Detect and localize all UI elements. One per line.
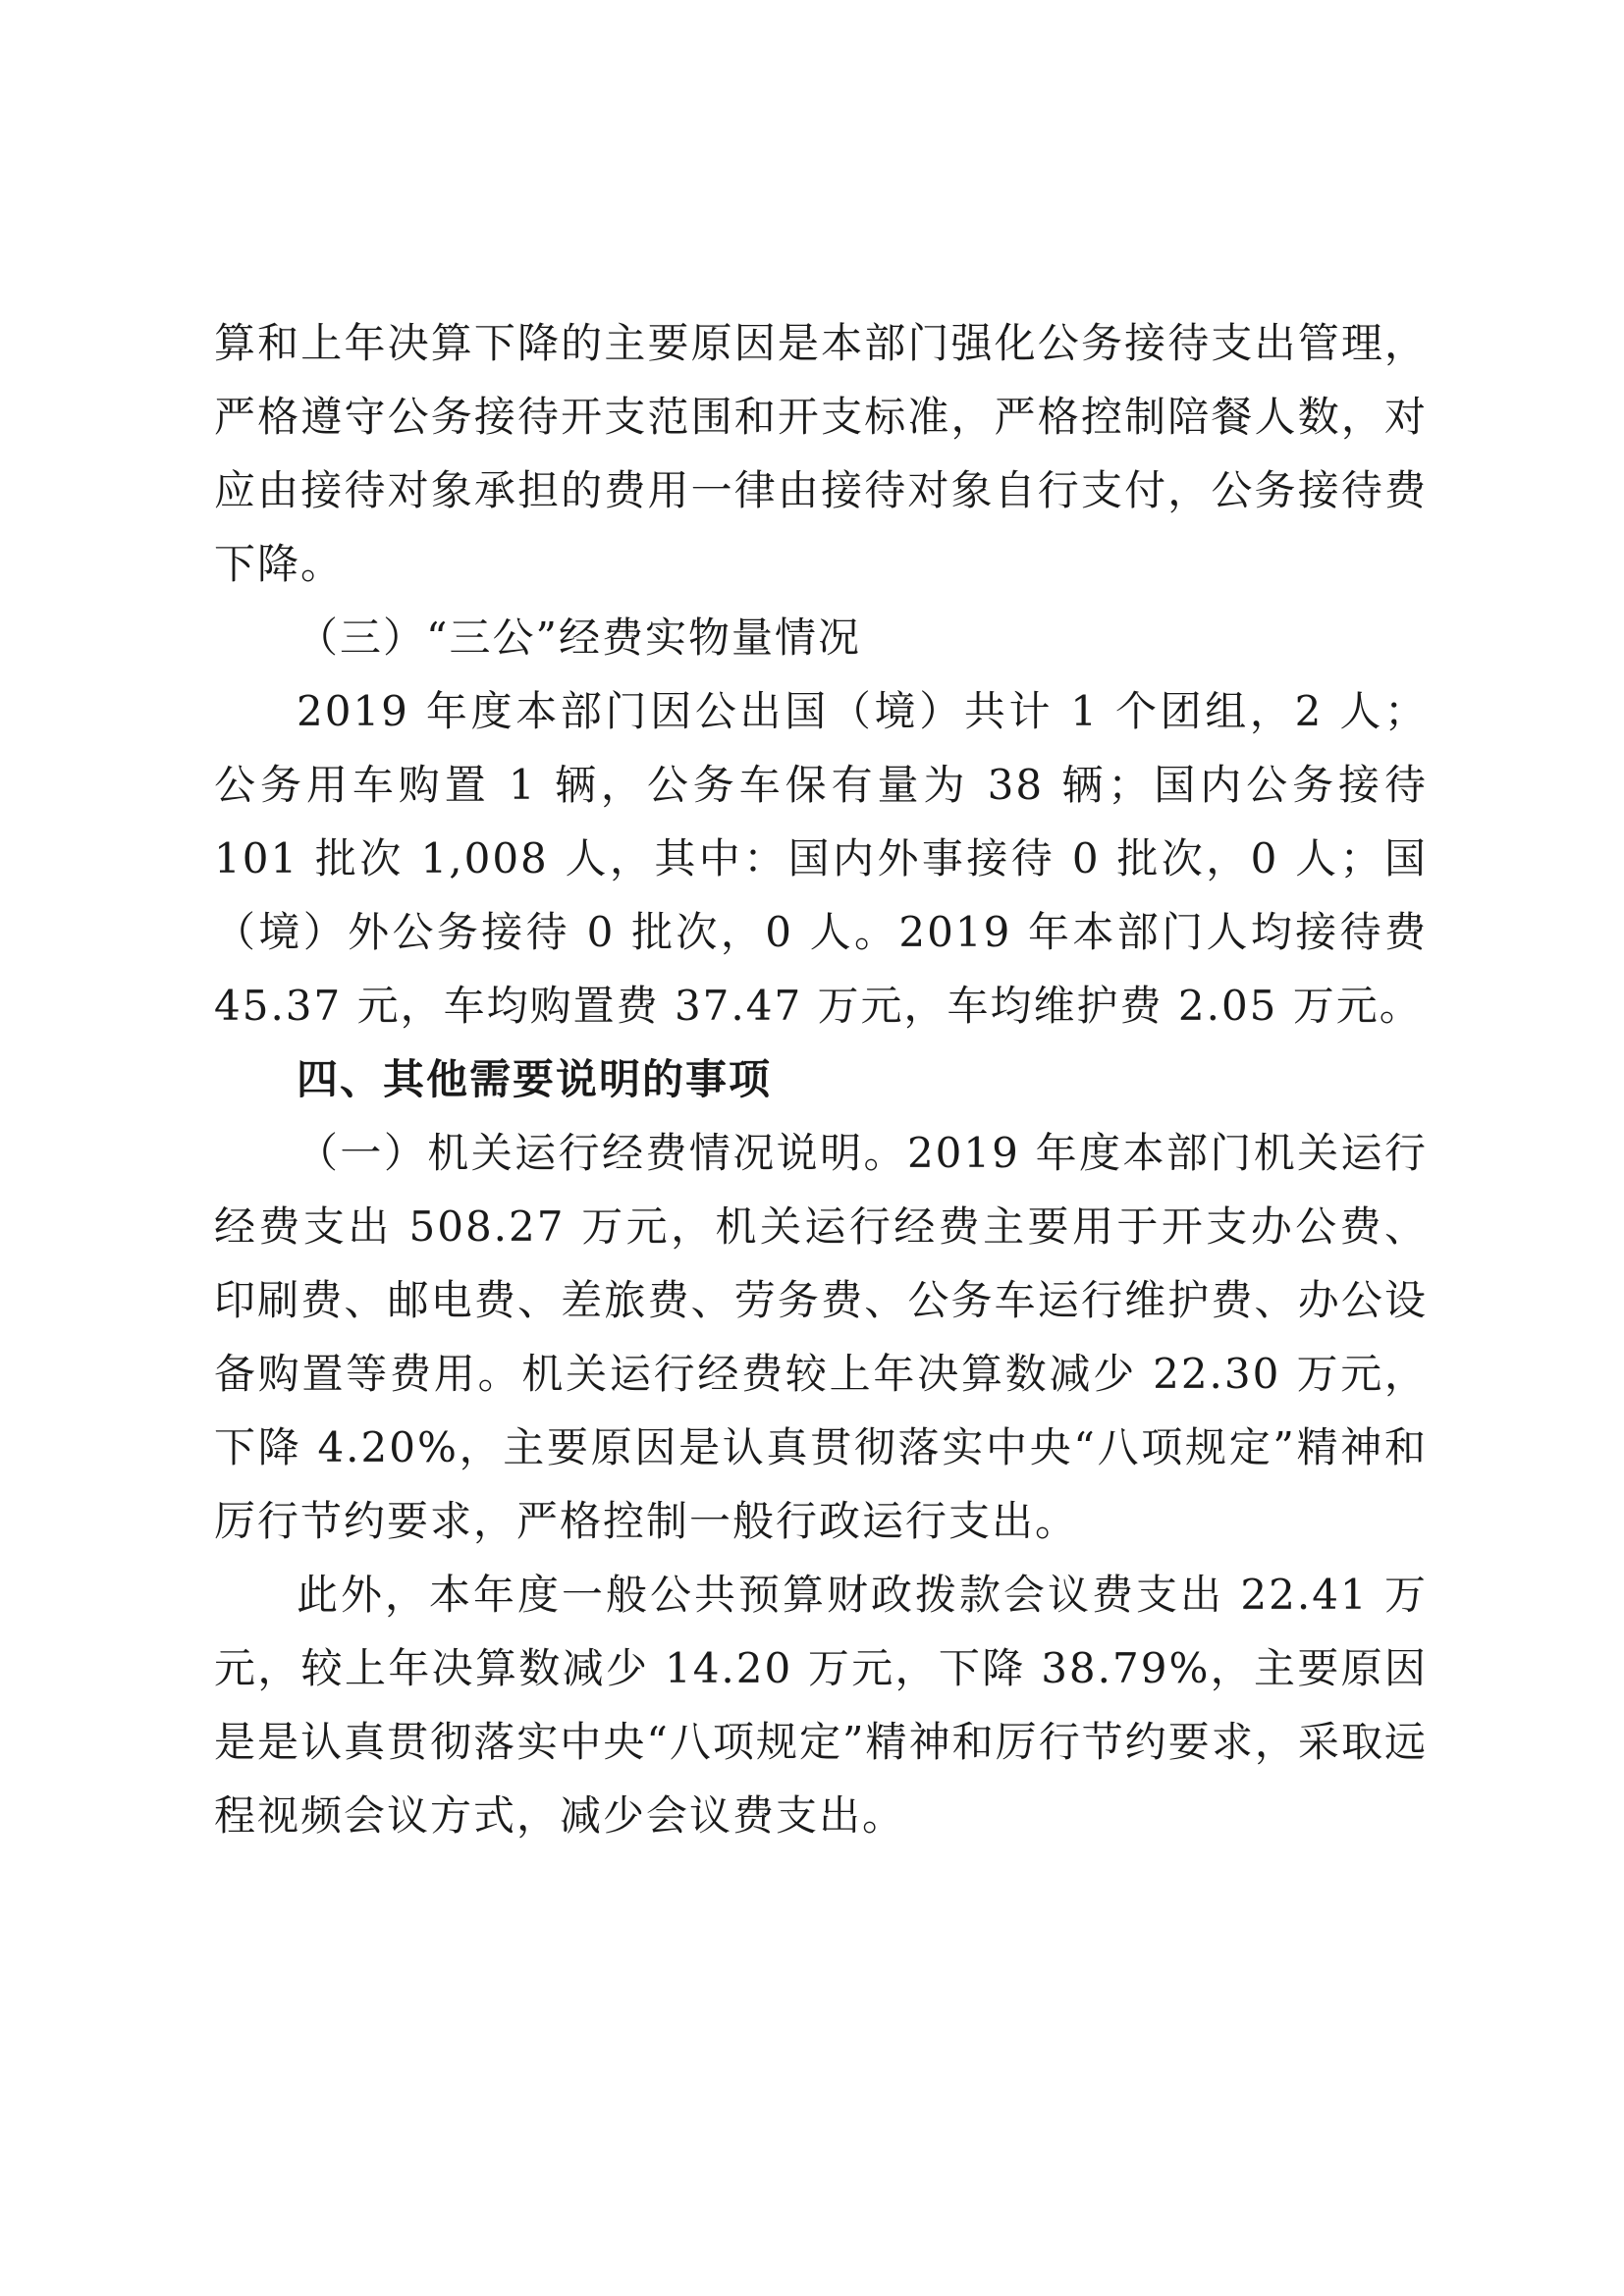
paragraph-operating-expenses	[214, 1116, 1428, 1558]
heading-physical-quantity: （三）“三公”经费实物量情况	[297, 614, 861, 662]
paragraph-meeting-expenses: 此外，本年度一般公共预算财政拨款会议费支出 22.41 万元，较上年决算数减少 14.20 万元，下降 38.79%，主要原因是是认真贯彻落实中央“八项规定”精神和厉行节约要求，采取远程视频会议方式，减少会议费支出。	[214, 1571, 1428, 1840]
subheading-operating-expenses: （一）机关运行经费情况说明。	[297, 1129, 907, 1177]
heading-other-matters: 四、其他需要说明的事项	[297, 1055, 773, 1103]
paragraph-physical-quantity: 2019 年度本部门因公出国（境）共计 1 个团组，2 人；公务用车购置 1 辆，公务车保有量为 38 辆；国内公务接待 101 批次 1,008 人，其中：国内外事接待 0 批次，0 人；国（境）外公务接待 0 批次，0 人。2019 年本部门人均接待费 45.37 元，车均购置费 37.47 万元，车均维护费 2.05 万元。	[214, 687, 1428, 1030]
operating-expenses-body: 2019 年度本部门机关运行经费支出 508.27 万元，机关运行经费主要用于开支办公费、印刷费、邮电费、差旅费、劳务费、公务车运行维护费、办公设备购置等费用。机关运行经费较上年决算数减少 22.30 万元，下降 4.20%，主要原因是认真贯彻落实中央“八项规定”精神和厉行节约要求，严格控制一般行政运行支出。	[214, 1129, 1428, 1545]
paragraph-continuation: 算和上年决算下降的主要原因是本部门强化公务接待支出管理，严格遵守公务接待开支范围和开支标准，严格控制陪餐人数，对应由接待对象承担的费用一律由接待对象自行支付，公务接待费下降。	[214, 319, 1428, 588]
document-body	[214, 306, 1428, 1852]
